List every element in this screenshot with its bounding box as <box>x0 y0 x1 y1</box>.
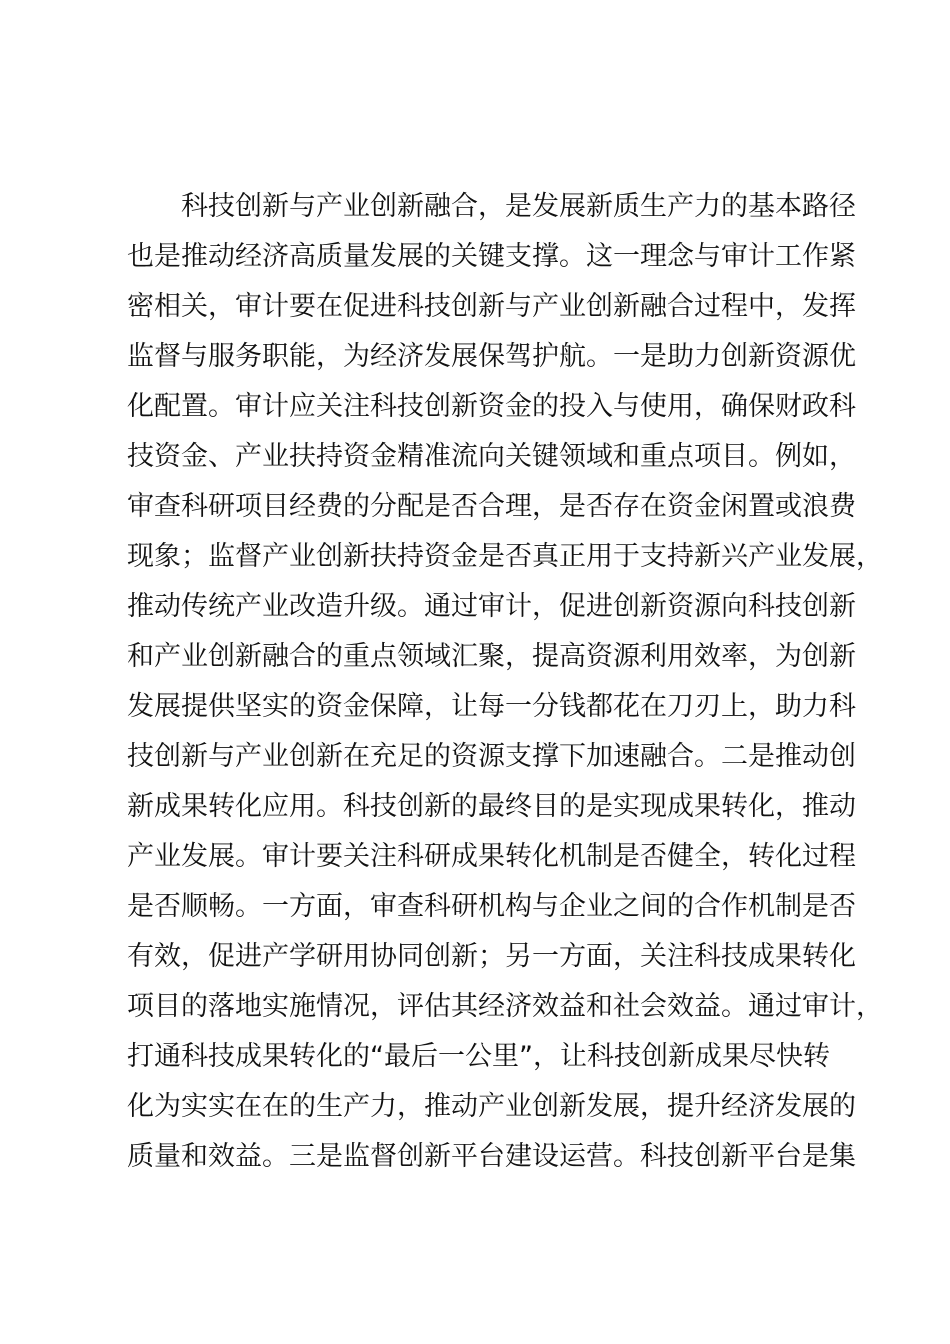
paragraph-line: 科技创新与产业创新融合，是发展新质生产力的基本路径 <box>181 191 856 222</box>
paragraph-line: 新成果转化应用。科技创新的最终目的是实现成果转化，推动 <box>127 791 856 822</box>
paragraph-line: 有效，促进产学研用协同创新；另一方面，关注科技成果转化 <box>127 941 856 972</box>
paragraph-line: 化为实实在在的生产力，推动产业创新发展，提升经济发展的 <box>127 1091 856 1122</box>
paragraph-line: 审查科研项目经费的分配是否合理，是否存在资金闲置或浪费 <box>127 491 856 522</box>
paragraph-line: 技资金、产业扶持资金精准流向关键领域和重点项目。例如， <box>127 441 856 472</box>
paragraph-line: 技创新与产业创新在充足的资源支撑下加速融合。二是推动创 <box>127 741 856 772</box>
paragraph-line: 化配置。审计应关注科技创新资金的投入与使用，确保财政科 <box>127 391 856 422</box>
paragraph-line: 和产业创新融合的重点领域汇聚，提高资源利用效率，为创新 <box>127 641 856 672</box>
paragraph-line: 推动传统产业改造升级。通过审计，促进创新资源向科技创新 <box>127 591 856 622</box>
paragraph-line: 发展提供坚实的资金保障，让每一分钱都花在刀刃上，助力科 <box>127 691 856 722</box>
paragraph-line: 也是推动经济高质量发展的关键支撑。这一理念与审计工作紧 <box>127 241 856 272</box>
paragraph-line: 是否顺畅。一方面，审查科研机构与企业之间的合作机制是否 <box>127 891 856 922</box>
paragraph-line: 产业发展。审计要关注科研成果转化机制是否健全，转化过程 <box>127 841 856 872</box>
paragraph-line: 质量和效益。三是监督创新平台建设运营。科技创新平台是集 <box>127 1141 856 1172</box>
paragraph-line: 密相关，审计要在促进科技创新与产业创新融合过程中，发挥 <box>127 291 856 322</box>
paragraph-line: 监督与服务职能，为经济发展保驾护航。一是助力创新资源优 <box>127 341 856 372</box>
paragraph-line: 打通科技成果转化的“最后一公里”，让科技创新成果尽快转 <box>127 1041 830 1072</box>
paragraph-line: 现象；监督产业创新扶持资金是否真正用于支持新兴产业发展， <box>127 541 883 572</box>
paragraph-line: 项目的落地实施情况，评估其经济效益和社会效益。通过审计， <box>127 991 883 1022</box>
